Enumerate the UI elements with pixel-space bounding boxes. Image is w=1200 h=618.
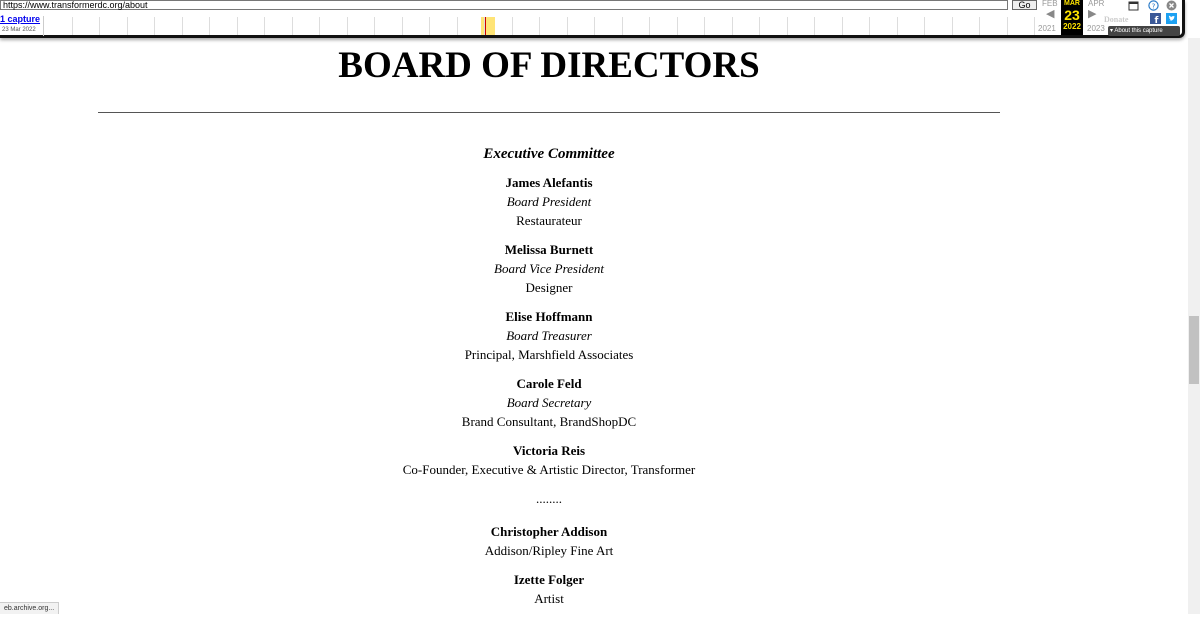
timeline-tick <box>869 17 870 35</box>
board-list <box>0 143 1098 618</box>
board-member <box>0 441 1098 479</box>
wayback-capture-date: 23 Mar 2022 <box>2 27 36 33</box>
current-month: MAR <box>1064 0 1080 7</box>
timeline-tick <box>787 17 788 35</box>
timeline-tick <box>292 17 293 35</box>
wayback-url-input[interactable]: https://www.transformerdc.org/about <box>0 0 1008 10</box>
wayback-go-button[interactable]: Go <box>1012 0 1037 10</box>
timeline-tick <box>484 17 485 35</box>
timeline-tick <box>704 17 705 35</box>
timeline-tick <box>402 17 403 35</box>
page-title: BOARD OF DIRECTORS <box>338 45 760 86</box>
chevron-down-icon: ▾ <box>1110 28 1114 34</box>
prev-capture-arrow-icon[interactable]: ◀ <box>1046 7 1055 20</box>
timeline-tick <box>539 17 540 35</box>
timeline-tick <box>897 17 898 35</box>
timeline-tick <box>814 17 815 35</box>
timeline-tick <box>649 17 650 35</box>
board-member <box>0 374 1098 431</box>
timeline-tick <box>264 17 265 35</box>
about-this-capture-button[interactable] <box>1108 26 1180 36</box>
svg-text:?: ? <box>1151 2 1156 11</box>
wayback-next-year[interactable]: 2023 <box>1087 24 1105 33</box>
member-name: Christopher Addison <box>490 524 608 539</box>
timeline-tick <box>512 17 513 35</box>
wayback-donate-link[interactable]: Donate <box>1104 15 1129 24</box>
wayback-prev-month[interactable]: FEB <box>1042 0 1058 8</box>
wayback-prev-year[interactable]: 2021 <box>1038 24 1056 33</box>
timeline-tick <box>924 17 925 35</box>
member-role: Board Secretary <box>506 395 592 410</box>
timeline-tick <box>842 17 843 35</box>
calendar-icon[interactable] <box>1128 0 1139 11</box>
board-member <box>0 570 1098 608</box>
timeline-tick <box>127 17 128 35</box>
current-day: 23 <box>1064 7 1080 23</box>
member-name: Victoria Reis <box>512 443 586 458</box>
member-role: Board Treasurer <box>506 328 592 343</box>
member-name: Elise Hoffmann <box>505 309 593 324</box>
browser-status-bar: eb.archive.org... <box>0 602 59 614</box>
board-member <box>0 307 1098 364</box>
board-member <box>0 173 1098 230</box>
next-capture-arrow-icon[interactable]: ▶ <box>1088 7 1097 20</box>
timeline-tick <box>457 17 458 35</box>
timeline-tick <box>567 17 568 35</box>
about-capture-label: About this capture <box>1114 28 1163 34</box>
timeline-tick <box>154 17 155 35</box>
timeline-tick <box>319 17 320 35</box>
board-member <box>0 240 1098 297</box>
facebook-icon[interactable] <box>1150 13 1161 24</box>
member-name: Melissa Burnett <box>504 242 594 257</box>
page-scrollbar[interactable] <box>1188 38 1200 614</box>
timeline-tick <box>429 17 430 35</box>
timeline-tick <box>594 17 595 35</box>
member-description: Artist <box>534 591 564 606</box>
timeline-tick <box>1007 17 1008 35</box>
member-role: Board Vice President <box>494 261 604 276</box>
member-description: Principal, Marshfield Associates <box>464 347 634 362</box>
member-name: James Alefantis <box>505 175 593 190</box>
member-name: Carole Feld <box>516 376 582 391</box>
member-description: Addison/Ripley Fine Art <box>484 543 614 558</box>
member-description: Brand Consultant, BrandShopDC <box>461 414 637 429</box>
board-member <box>0 522 1098 560</box>
timeline-tick <box>99 17 100 35</box>
scrollbar-thumb[interactable] <box>1189 316 1199 384</box>
member-role: Board President <box>506 194 592 209</box>
timeline-tick <box>759 17 760 35</box>
timeline-tick <box>979 17 980 35</box>
timeline-tick <box>209 17 210 35</box>
wayback-toolbar <box>0 0 1185 38</box>
timeline-tick <box>347 17 348 35</box>
twitter-icon[interactable] <box>1166 13 1177 24</box>
timeline-tick <box>622 17 623 35</box>
timeline-tick <box>374 17 375 35</box>
member-name: Izette Folger <box>513 572 585 587</box>
close-icon[interactable] <box>1166 0 1177 11</box>
section-heading: Executive Committee <box>483 146 615 162</box>
wayback-next-month[interactable]: APR <box>1088 0 1105 8</box>
member-description: Restaurateur <box>516 213 582 228</box>
member-description: Co-Founder, Executive & Artistic Director, Transformer <box>402 462 696 477</box>
current-year: 2022 <box>1063 22 1081 31</box>
wayback-current-capture <box>1061 0 1083 35</box>
timeline-tick <box>952 17 953 35</box>
section-separator: ........ <box>536 491 562 506</box>
timeline-tick <box>732 17 733 35</box>
wayback-capture-timeline[interactable] <box>43 16 1036 36</box>
help-icon[interactable] <box>1148 0 1159 11</box>
timeline-tick <box>677 17 678 35</box>
member-description: Designer <box>525 280 573 295</box>
timeline-tick <box>237 17 238 35</box>
title-divider <box>98 112 1000 113</box>
timeline-tick <box>182 17 183 35</box>
wayback-captures-link[interactable]: 1 capture <box>0 14 41 24</box>
timeline-tick <box>72 17 73 35</box>
timeline-tick <box>1034 17 1035 35</box>
svg-text:f: f <box>1154 16 1159 24</box>
